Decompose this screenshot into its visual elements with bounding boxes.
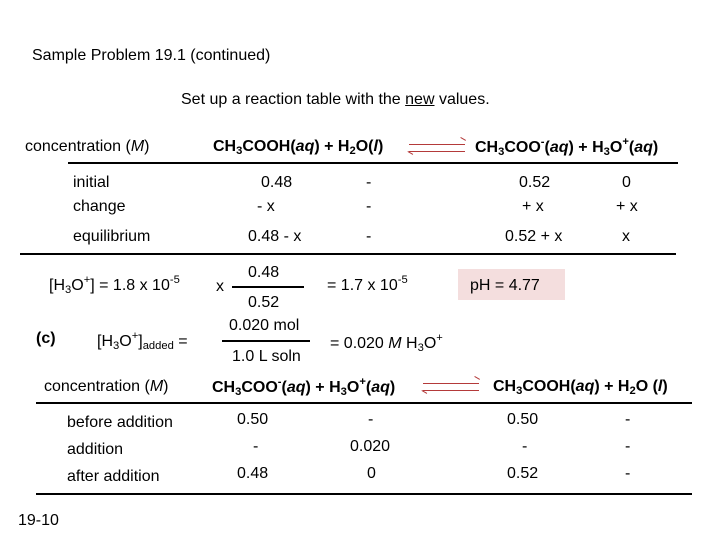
table2-header-close: ): [163, 378, 169, 395]
table2-row-label-addition: addition: [67, 441, 124, 458]
table2-cell: 0.50: [237, 411, 269, 428]
table1-cell: -: [366, 174, 372, 191]
table2-row-label-after: after addition: [67, 468, 160, 485]
table1-row-label-equilibrium: equilibrium: [73, 228, 151, 245]
instruction-text-start: Set up a reaction table with the: [181, 91, 406, 108]
table2-cell: -: [368, 411, 374, 428]
table2-cell: 0.020: [350, 438, 391, 455]
instruction-text-emphasis: new: [405, 91, 435, 108]
instruction-text: [181, 91, 490, 109]
slide-title: Sample Problem 19.1 (continued): [32, 47, 271, 64]
table2-cell: -: [625, 465, 631, 482]
table1-row-label-initial: initial: [73, 174, 110, 191]
table2-header-label: [44, 378, 169, 396]
h3o-result-value: = 1.7 x 10: [327, 277, 398, 294]
ratio-fraction-bar: [232, 286, 304, 288]
added-result-unit: M: [388, 335, 402, 352]
table1-cell: + x: [616, 198, 638, 215]
table2-cell: -: [522, 438, 528, 455]
equilibrium-arrow-icon: [423, 381, 479, 394]
added-result-value: = 0.020: [330, 335, 389, 352]
part-c-label: (c): [36, 330, 56, 347]
table2-header-rule: [36, 402, 692, 404]
table2-cell: 0.50: [507, 411, 539, 428]
h3o-result: [327, 274, 408, 295]
table2-reactants: $CH_3COO^-(aq) + H_3O^+(aq)$: [212, 376, 396, 398]
h3o-equation-ka-exponent: -5: [169, 274, 180, 286]
ratio-denominator: 0.52: [248, 294, 280, 311]
h3o-equation-lhs: $[H_3O^+] = 1.8$ x $10^{-5}$: [49, 274, 180, 296]
table2-cell: -: [625, 438, 631, 455]
table2-products: $CH_3COOH(aq) + H_2O$ (l): [493, 378, 668, 397]
table1-products: $CH_3COO^-(aq) + H_3O^+(aq)$: [475, 136, 659, 158]
table2-row-label-before: before addition: [67, 414, 173, 431]
table2-cell: -: [253, 438, 259, 455]
h3o-result-exponent: -5: [397, 274, 408, 286]
instruction-text-end: values.: [434, 91, 490, 108]
table1-bottom-rule: [20, 253, 676, 255]
table1-header-text: concentration (: [25, 138, 131, 155]
table2-header-text: concentration (: [44, 378, 150, 395]
table1-cell: -: [366, 228, 372, 245]
table2-bottom-rule: [36, 493, 692, 495]
table1-cell: -: [366, 198, 372, 215]
h3o-added-subscript: added: [142, 340, 174, 352]
table1-header-close: ): [144, 138, 150, 155]
table1-cell: 0.48: [261, 174, 293, 191]
added-denominator: 1.0 L soln: [232, 348, 301, 365]
h3o-added-lhs: $[H_3O^+]_{added}$ =: [97, 330, 188, 352]
h3o-added-equals: =: [178, 333, 188, 350]
table1-cell: x: [622, 228, 630, 245]
equilibrium-arrow-icon: [409, 142, 465, 155]
added-fraction-bar: [222, 340, 310, 342]
table1-cell: + x: [522, 198, 544, 215]
table1-header-label: [25, 138, 150, 156]
ratio-numerator: 0.48: [248, 264, 280, 281]
ph-result: pH = 4.77: [470, 277, 540, 294]
table2-cell: 0: [367, 465, 376, 482]
slide-number: 19-10: [18, 512, 59, 529]
table1-header-unit: M: [130, 138, 145, 155]
h3o-equation-ka: ] = 1.8 x 10: [90, 277, 170, 294]
table1-cell: 0.52: [519, 174, 551, 191]
table1-header-rule: [68, 162, 678, 164]
table2-cell: 0.52: [507, 465, 539, 482]
table2-header-unit: M: [149, 378, 164, 395]
added-numerator: 0.020 mol: [229, 317, 300, 334]
table1-reactants: $CH_3COOH(aq) + H_2O(l)$: [213, 138, 384, 157]
table1-row-label-change: change: [73, 198, 126, 215]
added-result: = 0.020 M $H_3O^+$: [330, 332, 443, 354]
table1-cell: 0.52 + x: [505, 228, 563, 245]
times-sign: x: [216, 278, 224, 295]
table1-cell: 0.48 - x: [248, 228, 302, 245]
table1-cell: - x: [257, 198, 275, 215]
table2-cell: 0.48: [237, 465, 269, 482]
table2-cell: -: [625, 411, 631, 428]
table1-cell: 0: [622, 174, 631, 191]
